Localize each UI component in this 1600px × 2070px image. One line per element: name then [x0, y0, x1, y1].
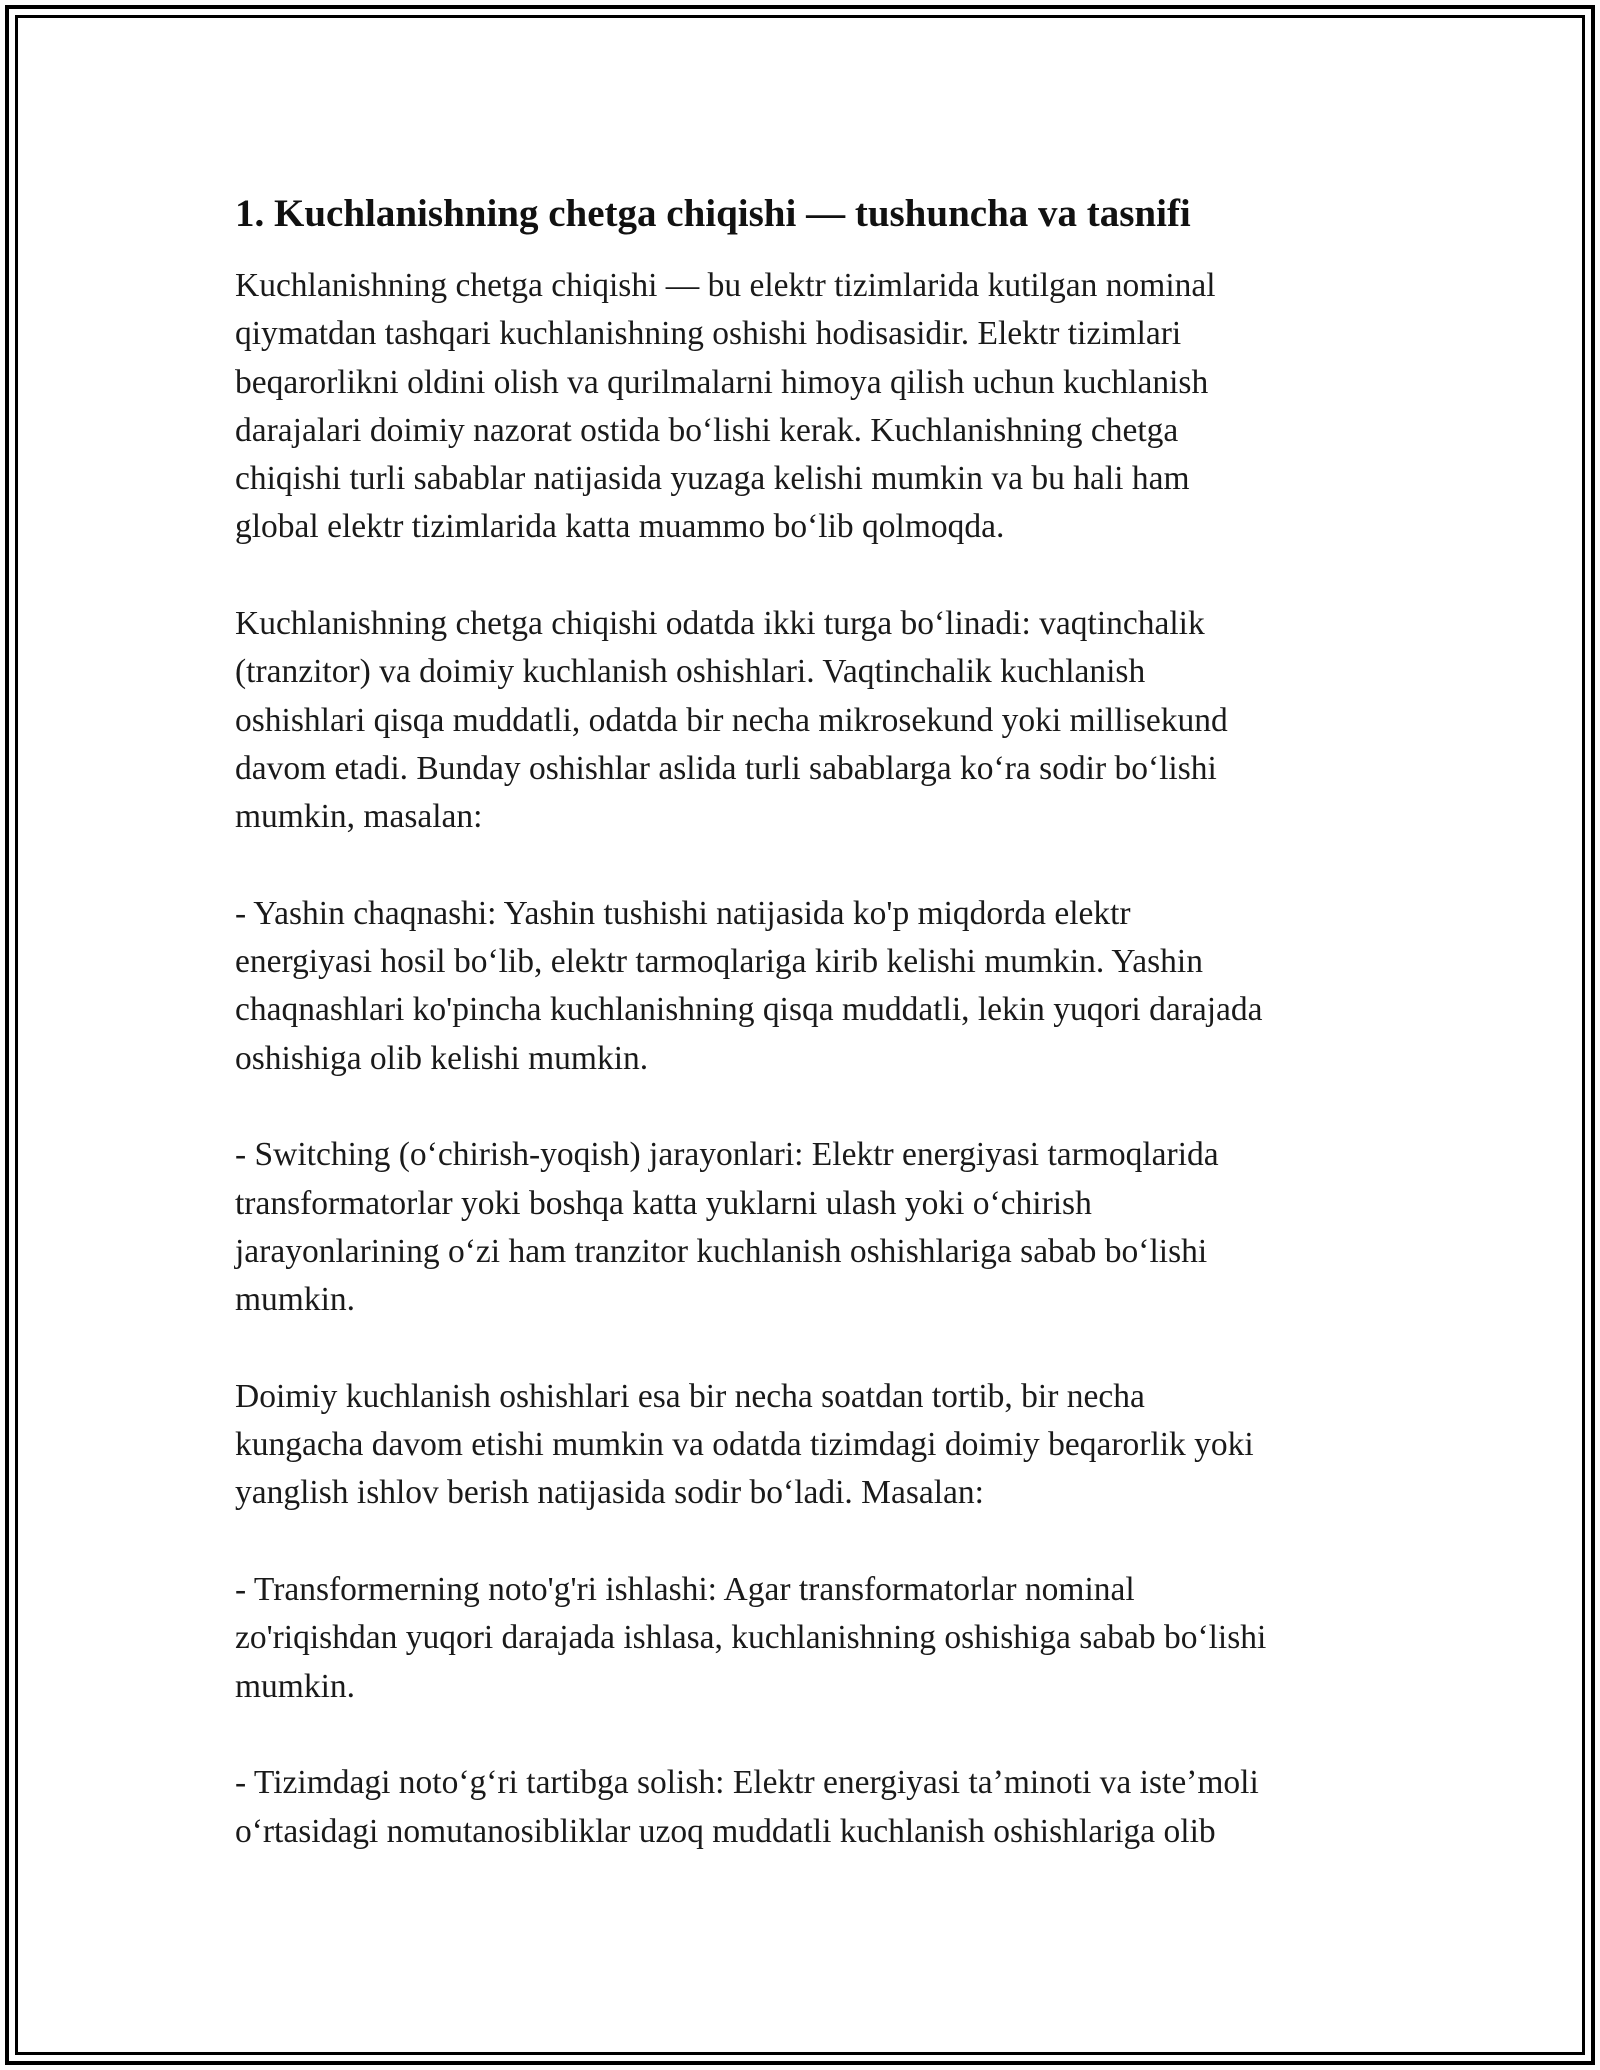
list-item-regulation	[235, 1759, 1385, 1856]
text-line: energiyasi hosil boʻlib, elektr tarmoqlariga kirib kelishi mumkin. Yashin	[235, 943, 1203, 981]
text-line: oshishiga olib kelishi mumkin.	[235, 1039, 649, 1077]
text-line: global elektr tizimlarida katta muammo boʻlib qolmoqda.	[235, 508, 1005, 546]
text-line: mumkin.	[235, 1667, 356, 1705]
list-item-switching	[235, 1131, 1385, 1324]
document-body	[235, 188, 1385, 1904]
paragraph-permanent-overvoltage	[235, 1373, 1385, 1518]
text-line: (tranzitor) va doimiy kuchlanish oshishlari. Vaqtinchalik kuchlanish	[235, 653, 1146, 691]
text-line: yanglish ishlov berish natijasida sodir boʻladi. Masalan:	[235, 1474, 984, 1512]
text-line: Kuchlanishning chetga chiqishi odatda ikki turga boʻlinadi: vaqtinchalik	[235, 605, 1205, 643]
text-line: chaqnashlari ko'pincha kuchlanishning qisqa muddatli, lekin yuqori darajada	[235, 991, 1263, 1029]
text-line: mumkin, masalan:	[235, 798, 483, 836]
text-line: chiqishi turli sabablar natijasida yuzaga kelishi mumkin va bu hali ham	[235, 460, 1190, 498]
text-line: Doimiy kuchlanish oshishlari esa bir necha soatdan tortib, bir necha	[235, 1377, 1145, 1415]
text-line: davom etadi. Bunday oshishlar aslida turli sabablarga koʻra sodir boʻlishi	[235, 749, 1217, 787]
text-line: transformatorlar yoki boshqa katta yuklarni ulash yoki oʻchirish	[235, 1184, 1092, 1222]
list-item-transformer	[235, 1566, 1385, 1711]
text-line: jarayonlarining oʻzi ham tranzitor kuchlanish oshishlariga sabab boʻlishi	[235, 1232, 1208, 1270]
paragraph-classification	[235, 600, 1385, 841]
paragraph-definition	[235, 262, 1385, 552]
text-line: - Tizimdagi notoʻgʻri tartibga solish: Elektr energiyasi taʼminoti va isteʼmoli	[235, 1764, 1259, 1802]
text-line: - Switching (oʻchirish-yoqish) jarayonlari: Elektr energiyasi tarmoqlarida	[235, 1136, 1219, 1174]
text-line: mumkin.	[235, 1281, 356, 1319]
text-line: qiymatdan tashqari kuchlanishning oshishi hodisasidir. Elektr tizimlari	[235, 315, 1182, 353]
text-line: oʻrtasidagi nomutanosibliklar uzoq muddatli kuchlanish oshishlariga olib	[235, 1812, 1216, 1850]
text-line: - Yashin chaqnashi: Yashin tushishi natijasida ko'p miqdorda elektr	[235, 894, 1131, 932]
text-line: darajalari doimiy nazorat ostida boʻlishi kerak. Kuchlanishning chetga	[235, 411, 1179, 449]
text-line: beqarorlikni oldini olish va qurilmalarni himoya qilish uchun kuchlanish	[235, 363, 1209, 401]
text-line: - Transformerning noto'g'ri ishlashi: Agar transformatorlar nominal	[235, 1571, 1135, 1609]
text-line: Kuchlanishning chetga chiqishi — bu elektr tizimlarida kutilgan nominal	[235, 267, 1216, 304]
text-line: oshishlari qisqa muddatli, odatda bir necha mikrosekund yoki millisekund	[235, 701, 1228, 739]
list-item-lightning	[235, 890, 1385, 1083]
section-heading: 1. Kuchlanishning chetga chiqishi — tushuncha va tasnifi	[235, 192, 1191, 235]
text-line: kungacha davom etishi mumkin va odatda tizimdagi doimiy beqarorlik yoki	[235, 1426, 1254, 1464]
text-line: zo'riqishdan yuqori darajada ishlasa, kuchlanishning oshishiga sabab boʻlishi	[235, 1619, 1267, 1657]
